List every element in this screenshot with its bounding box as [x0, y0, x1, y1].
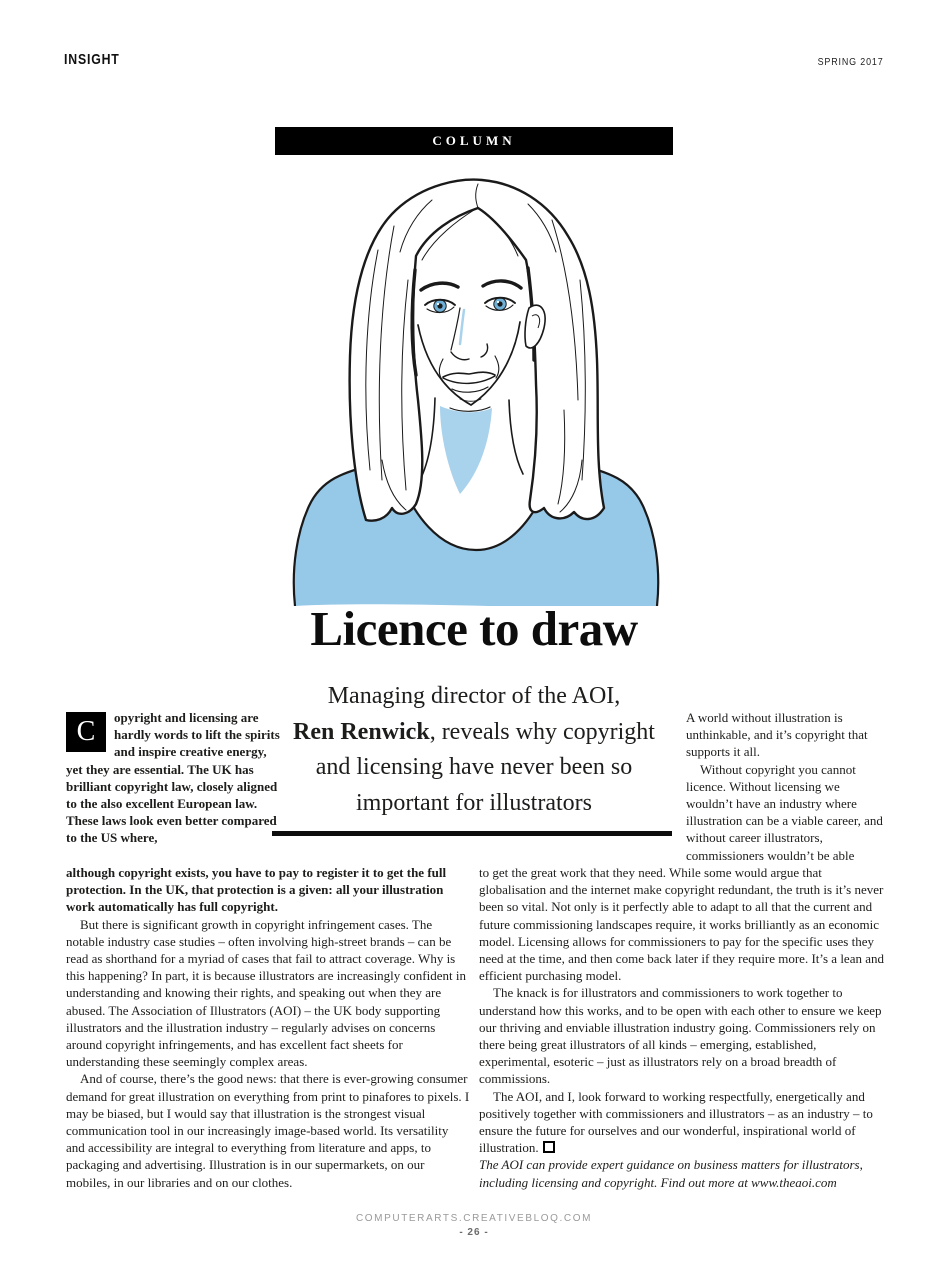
standfirst-line: Ren Renwick, reveals why copyright: [293, 718, 655, 745]
portrait-illustration: [282, 160, 670, 606]
intro-paragraph-wide: although copyright exists, you have to pay to register it to get the full protection. In the UK, that protection is a given: all your illustration work automatically has full copyright.: [66, 865, 447, 915]
paragraph: to get the great work that they need. While some would argue that globalisation and the internet make copyright redundant, the truth is it’s never been so vital. Not only is it perfectly able to adapt to all that the current and future commissioning landscapes require, it works brilliantly as an economic model. Licensing allows for commissioners to pay for the specific uses they need at the time, and then come back later if they require more. It’s a lean and efficient purchasing model.: [479, 865, 884, 984]
column-banner: [275, 127, 673, 155]
end-of-article-icon: [543, 1141, 555, 1153]
page-number: - 26 -: [459, 1227, 489, 1238]
paragraph: Without copyright you cannot licence. Without licensing we wouldn’t have an industry where illustration can be a viable career, and without career illustrators, commissioners wouldn’t be able: [686, 761, 883, 863]
intro-paragraph-narrow: C opyright and licensing are hardly words to lift the spirits and inspire creative energy, yet they are essential. The UK has brilliant copyright law, closely aligned to the also excellent European law. These laws look even better compared to the US where,: [66, 710, 280, 846]
column-banner-label: COLUMN: [432, 133, 516, 148]
standfirst-line: important for illustrators: [356, 789, 592, 816]
footer-url: COMPUTERARTS.CREATIVEBLOQ.COM: [355, 1213, 593, 1224]
left-wide-column: [66, 864, 470, 1191]
drop-cap: C: [66, 712, 106, 752]
section-label: INSIGHT: [64, 51, 120, 68]
paragraph: And of course, there’s the good news: that there is ever-growing consumer demand for great illustration on everything from print to pinafores to pixels. I may be biased, but I would say that illustration is the strongest visual communication tool in our increasingly image-based world. Its versatility and accessibility are integral to everything from literature and apps, to packaging and advertising. Illustration is in our supermarkets, on our mobiles, in our libraries and on our clothes.: [66, 1071, 470, 1190]
right-narrow-column: [686, 709, 888, 864]
standfirst-rule: [272, 831, 672, 836]
paragraph: The knack is for illustrators and commissioners to work together to understand how this works, and to be open with each other to ensure we keep our thriving and enviable illustration industry going. Commissioners rely on there being great illustrators of all kinds – emerging, established, experimental, esoteric – just as illustrators rely on a broad breadth of commissions.: [479, 985, 882, 1087]
standfirst-line: and licensing have never been so: [315, 754, 633, 780]
right-wide-column: [479, 864, 890, 1191]
article-title: Licence to draw: [310, 601, 638, 656]
paragraph: The AOI, and I, look forward to working respectfully, energetically and positively together with commissioners and illustrators – as an industry – to ensure the future for ourselves and our wonderful, inspirational world of illustration.: [479, 1088, 873, 1156]
author-name: Ren Renwick: [293, 718, 430, 745]
credit-line: The AOI can provide expert guidance on business matters for illustrators, including licensing and copyright. Find out more at www.theaoi.com: [479, 1157, 863, 1190]
paragraph: But there is significant growth in copyright infringement cases. The notable industry case studies – often involving high-street brands – can be read as shorthand for a myriad of cases that fail to attract coverage. Why is this happening? In part, it is because illustrators are increasingly confident in understanding and knowing their rights, and speaking out when they are abused. The Association of Illustrators (AOI) – the UK body supporting illustrators and the illustration industry – regularly advises on concerns around copyright infringements, and has excellent fact sheets for understanding these seemingly complex areas.: [66, 916, 466, 1070]
paragraph: A world without illustration is unthinkable, and it’s copyright that supports it all.: [686, 710, 868, 760]
issue-date: SPRING 2017: [818, 56, 884, 68]
standfirst-line: Managing director of the AOI,: [327, 683, 621, 709]
standfirst: [254, 679, 694, 821]
